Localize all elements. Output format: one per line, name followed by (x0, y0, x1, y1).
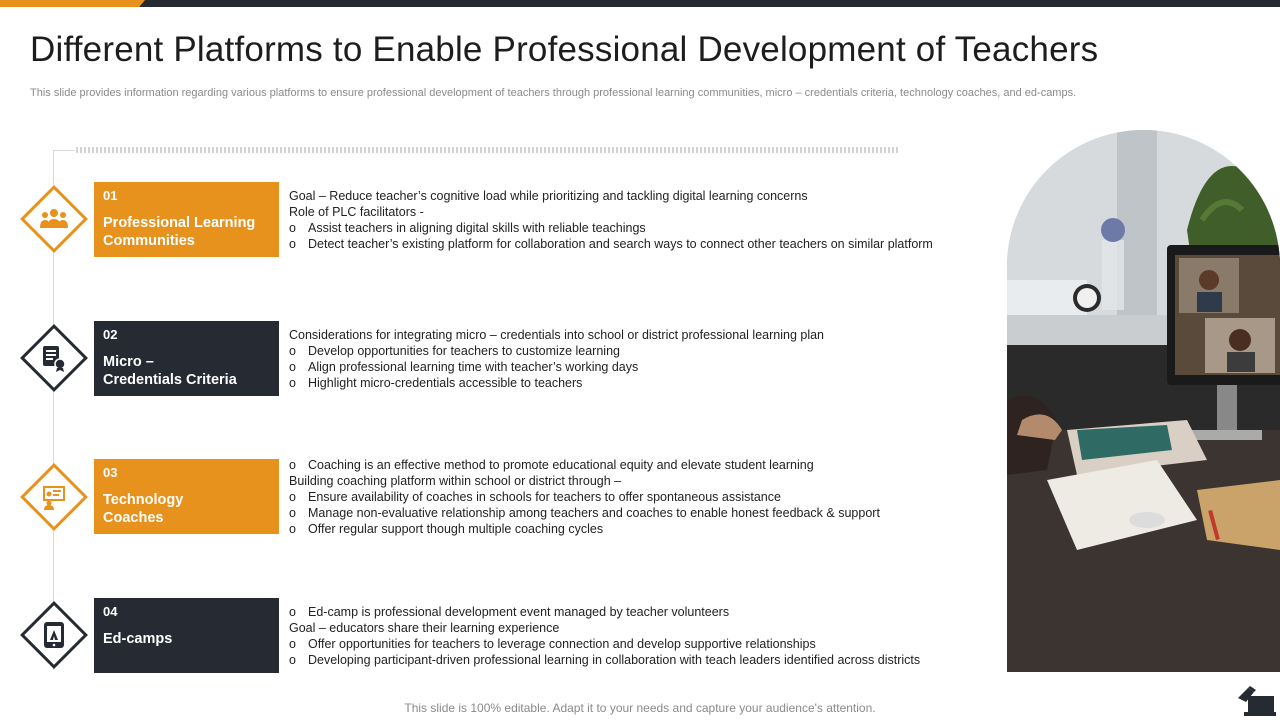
desc-line: Goal – educators share their learning experience (289, 621, 560, 635)
desc-bullet: o Developing participant-driven professional learning in collaboration with teach leaders identified across districts (289, 652, 989, 668)
teacher-video-call-photo (1007, 130, 1280, 672)
top-accent-bar (0, 0, 1280, 7)
desc-bullet: o Coaching is an effective method to promote educational equity and elevate student learning (289, 457, 989, 473)
presentation-board-icon (32, 475, 76, 519)
timeline-stub (53, 150, 75, 151)
desc-line: Role of PLC facilitators - (289, 205, 424, 219)
item-2-number: 02 (103, 327, 118, 342)
item-3-label: Technology Coaches (103, 492, 184, 526)
desc-bullet: o Assist teachers in aligning digital skills with reliable teachings (289, 220, 989, 236)
laptop-brand-icon (1236, 684, 1276, 718)
footer-note: This slide is 100% editable. Adapt it to your needs and capture your audience's attention. (404, 701, 876, 715)
item-3-number: 03 (103, 465, 118, 480)
item-1-number: 01 (103, 188, 118, 203)
item-4-description (289, 604, 989, 668)
item-4-label: Ed-camps (103, 631, 173, 647)
desc-bullet: o Align professional learning time with teacher’s working days (289, 359, 989, 375)
top-accent-orange (0, 0, 145, 7)
item-1-card (94, 182, 279, 257)
item-4-card (94, 598, 279, 673)
item-3-description (289, 457, 989, 537)
page-title: Different Platforms to Enable Professional Development of Teachers (30, 30, 1099, 69)
desc-bullet: o Detect teacher’s existing platform for collaboration and search ways to connect other teachers on similar platform (289, 236, 989, 252)
item-2-description (289, 327, 989, 391)
desc-bullet: o Develop opportunities for teachers to customize learning (289, 343, 989, 359)
desc-bullet: o Offer regular support though multiple coaching cycles (289, 521, 989, 537)
item-3-card (94, 459, 279, 534)
desc-bullet: o Ensure availability of coaches in schools for teachers to offer spontaneous assistance (289, 489, 989, 505)
desc-bullet: o Offer opportunities for teachers to leverage connection and develop supportive relationships (289, 636, 989, 652)
desc-bullet: o Ed-camp is professional development event managed by teacher volunteers (289, 604, 989, 620)
desc-bullet: o Manage non-evaluative relationship among teachers and coaches to enable honest feedback & support (289, 505, 989, 521)
dashed-divider (76, 147, 898, 153)
item-2-card (94, 321, 279, 396)
desc-line: Goal – Reduce teacher’s cognitive load while prioritizing and tackling digital learning concerns (289, 189, 808, 203)
group-people-icon (32, 197, 76, 241)
desc-bullet: o Highlight micro-credentials accessible to teachers (289, 375, 989, 391)
item-2-label: Micro – Credentials Criteria (103, 354, 237, 388)
item-4-number: 04 (103, 604, 118, 619)
item-1-description (289, 188, 989, 252)
desc-line: Building coaching platform within school or district through – (289, 474, 622, 488)
page-subtitle: This slide provides information regarding various platforms to ensure professional development of teachers through professional learning communities, micro – credentials criteria, technology coaches, and ed-camps. (30, 87, 1077, 99)
desc-line: Considerations for integrating micro – credentials into school or district professional learning plan (289, 328, 824, 342)
item-1-label: Professional Learning Communities (103, 215, 256, 249)
tablet-tent-icon (32, 613, 76, 657)
certificate-icon (32, 336, 76, 380)
